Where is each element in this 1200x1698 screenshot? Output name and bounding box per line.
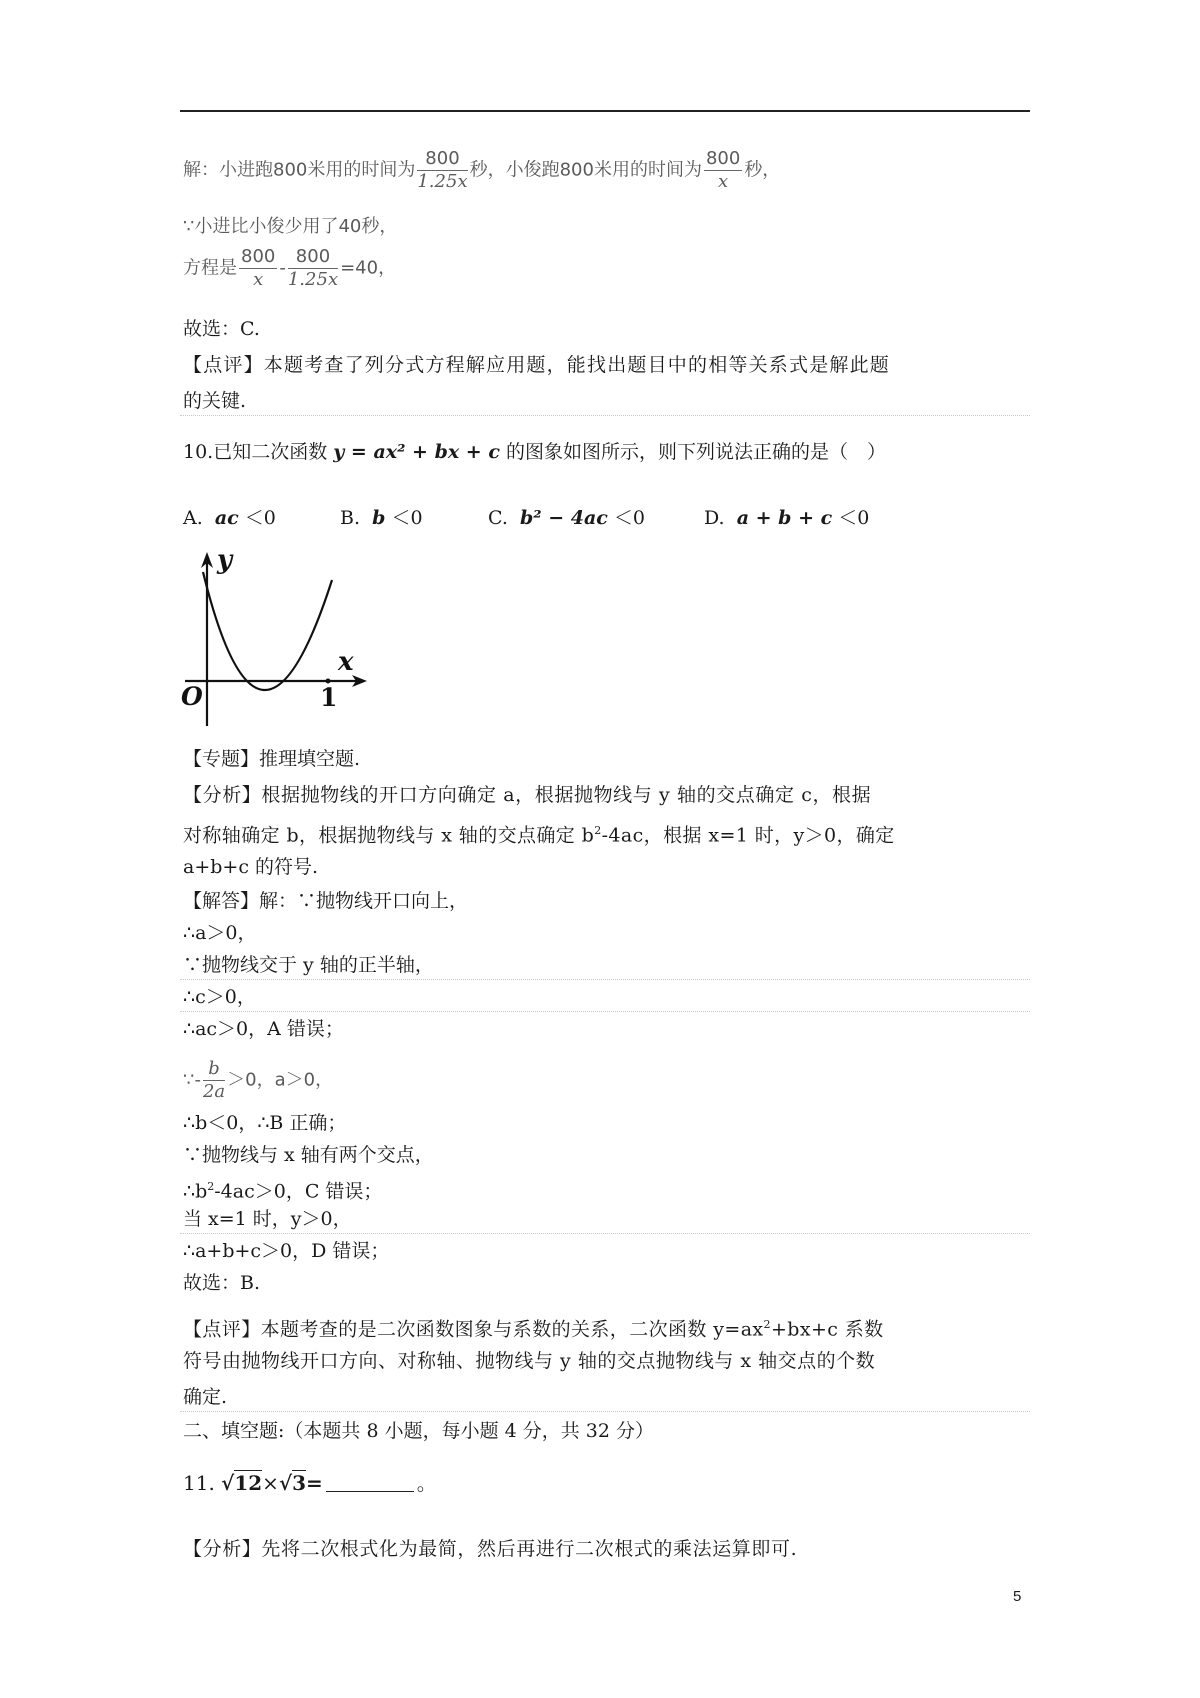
section-heading: 二、填空题:（本题共 8 小题，每小题 4 分，共 32 分） [183,1420,654,1442]
question-10-stem: 10.已知二次函数 y = ax² + bx + c 的图象如图所示，则下列说法正确的是（ ） [183,441,886,463]
sqrt-3: √3 [278,1471,307,1495]
x-label: x [338,647,354,677]
comment-line-2: 的关键. [183,390,247,412]
page-number: 5 [1013,1588,1022,1605]
solution-step-9: $\therefore b^2-4ac>0$，C 错误； [183,1180,383,1203]
fraction: $\frac{800}{1.25x}$ [287,246,339,290]
divider [180,1233,1030,1234]
equation-line: 方程是 $\frac{800}{x}$ - $\frac{800}{1.25x}$ =40， [183,246,397,290]
sqrt-12: √12 [221,1471,263,1495]
divider [180,1011,1030,1012]
parabola-graph [175,548,375,733]
y-label: y [217,548,233,575]
comment-line-1: 【点评】本题考查的是二次函数图象与系数的关系，二次函数 $y=ax^2+bx+c$ 系数 [183,1318,884,1341]
solution-line-1: 解：小进跑800米用的时间为 $\frac{800}{1.25x}$ 秒，小俊跑800米用的时间为 $\frac{800}{x}$ 秒， [183,148,781,192]
solution-step-3: ∵抛物线交于 y 轴的正半轴， [183,954,434,976]
solution-step-11: ∴a+b+c＞0，D 错误； [183,1240,390,1262]
fraction: $\frac{800}{x}$ [705,148,741,192]
one-label: 1 [320,683,338,712]
header-rule [180,110,1030,112]
comment-line-1: 【点评】本题考查了列分式方程解应用题，能找出题目中的相等关系式是解此题 [183,354,891,376]
solution-step-7: ∴b＜0，∴B 正确； [183,1112,347,1134]
question-11-stem: 11. √12×√3= 。 [183,1471,437,1495]
comment-line-2: 符号由抛物线开口方向、对称轴、抛物线与 y 轴的交点抛物线与 x 轴交点的个数 [183,1350,876,1372]
divider [180,1411,1030,1412]
analysis-line-1: 【分析】根据抛物线的开口方向确定 a，根据抛物线与 y 轴的交点确定 c，根据 [183,784,872,806]
fraction: $\frac{800}{x}$ [241,246,276,290]
solution-step-1: 【解答】解：∵抛物线开口向上， [183,890,469,912]
comment-line-3: 确定. [183,1386,228,1408]
option-c: C. b² − 4ac ＜0 [488,507,645,529]
analysis-line-3: a+b+c 的符号. [183,856,319,878]
topic-line: 【专题】推理填空题. [183,748,361,770]
solution-step-12: 故选：B. [183,1272,261,1294]
solution-step-8: ∵抛物线与 x 轴有两个交点， [183,1144,434,1166]
solution-step-6: ∵- $\frac{b}{2a}$ ＞0，a＞0， [183,1058,334,1102]
solution-step-2: ∴a＞0， [183,922,257,944]
option-d: D. a + b + c ＜0 [704,507,870,529]
solution-step-4: ∴c＞0， [183,986,256,1008]
option-a: A. ac ＜0 [183,507,276,529]
fraction: $\frac{800}{1.25x}$ [417,148,468,192]
divider [180,415,1030,416]
divider [180,979,1030,980]
solution-step-5: ∴ac＞0，A 错误； [183,1018,344,1040]
answer-line: 故选：C. [183,318,260,340]
solution-line-2: ∵小进比小俊少用了40秒， [183,216,398,237]
parabola-curve [203,572,332,690]
answer-blank [326,1491,414,1492]
origin-label: O [181,682,203,711]
analysis-line: 【分析】先将二次根式化为最简，然后再进行二次根式的乘法运算即可. [183,1538,798,1560]
solution-step-10: 当 x=1 时，y＞0， [183,1208,352,1230]
option-b: B. b ＜0 [340,507,423,529]
fraction: $\frac{b}{2a}$ [202,1058,226,1102]
analysis-line-2: 对称轴确定 b，根据抛物线与 x 轴的交点确定 $b^2-4ac$，根据 x=1 时，y＞0，确定 [183,824,895,847]
